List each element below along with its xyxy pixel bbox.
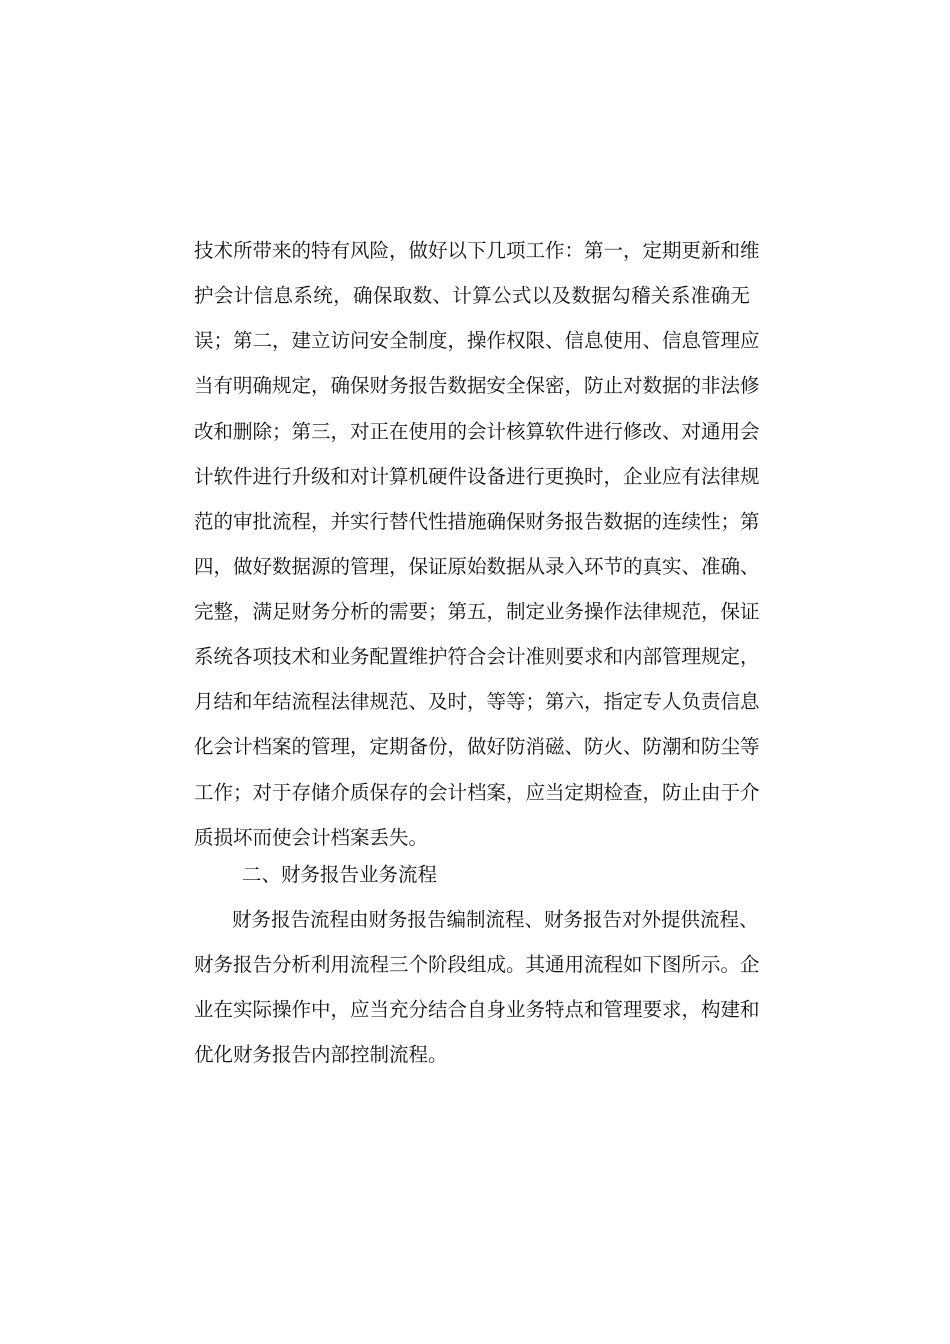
paragraph-line: 护会计信息系统，确保取数、计算公式以及数据勾稽关系准确无 <box>194 284 750 307</box>
paragraph-line: 完整，满足财务分析的需要；第五，制定业务操作法律规范，保证 <box>194 600 760 623</box>
paragraph-line: 业在实际操作中，应当充分结合自身业务特点和管理要求，构建和 <box>194 998 760 1021</box>
paragraph-line: 范的审批流程，并实行替代性措施确保财务报告数据的连续性；第 <box>194 510 760 533</box>
paragraph-line: 改和删除；第三，对正在使用的会计核算软件进行修改、对通用会 <box>194 420 760 443</box>
paragraph-line: 财务报告分析利用流程三个阶段组成。其通用流程如下图所示。企 <box>194 953 760 976</box>
section-heading: 二、财务报告业务流程 <box>242 863 438 886</box>
paragraph-line: 工作；对于存储介质保存的会计档案，应当定期检查，防止由于介 <box>194 781 760 804</box>
paragraph-line: 当有明确规定，确保财务报告数据安全保密，防止对数据的非法修 <box>194 374 760 397</box>
paragraph-line: 月结和年结流程法律规范、及时，等等；第六，指定专人负责信息 <box>194 690 760 713</box>
paragraph-line: 化会计档案的管理，定期备份，做好防消磁、防火、防潮和防尘等 <box>194 735 760 758</box>
paragraph-line: 系统各项技术和业务配置维护符合会计准则要求和内部管理规定， <box>194 645 760 668</box>
paragraph-line: 技术所带来的特有风险，做好以下几项工作：第一，定期更新和维 <box>194 239 760 262</box>
paragraph-line-last: 质损坏而使会计档案丢失。 <box>194 826 429 849</box>
paragraph-line-last: 优化财务报告内部控制流程。 <box>194 1043 448 1066</box>
paragraph-line: 计软件进行升级和对计算机硬件设备进行更换时，企业应有法律规 <box>194 465 760 488</box>
paragraph-line: 误；第二，建立访问安全制度，操作权限、信息使用、信息管理应 <box>194 329 760 352</box>
paragraph-line: 四，做好数据源的管理，保证原始数据从录入环节的真实、准确、 <box>194 555 760 578</box>
paragraph-line-indented: 财务报告流程由财务报告编制流程、财务报告对外提供流程、 <box>232 908 759 931</box>
